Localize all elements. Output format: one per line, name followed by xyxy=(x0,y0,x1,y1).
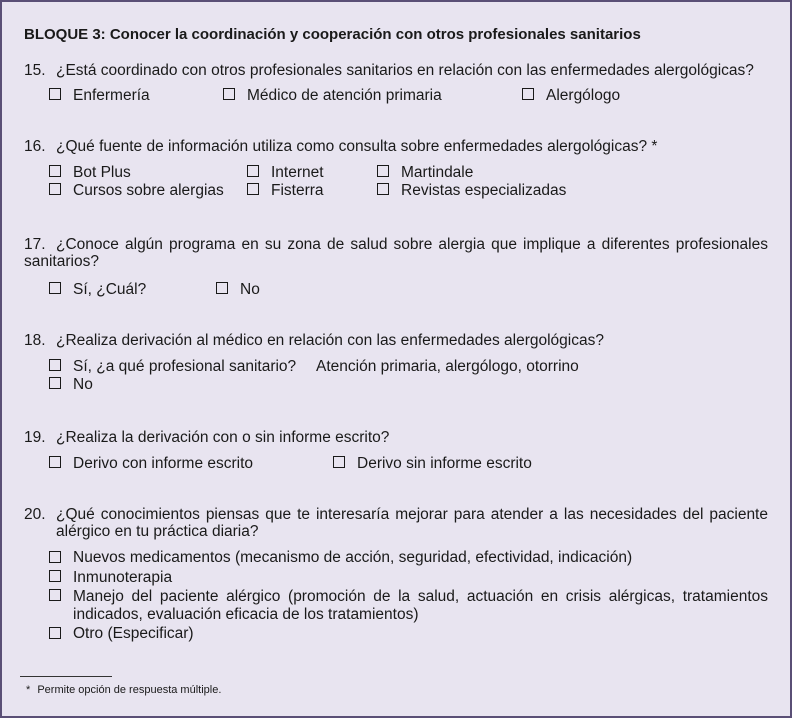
q15-option-2-checkbox[interactable] xyxy=(223,88,235,100)
q19-option-2-label: Derivo sin informe escrito xyxy=(357,455,532,472)
q16-option-3-label: Martindale xyxy=(401,164,474,181)
q17-option-1-label: Sí, ¿Cuál? xyxy=(73,281,147,298)
q17-text-line2: sanitarios? xyxy=(24,253,99,270)
q19-text: ¿Realiza la derivación con o sin informe escrito? xyxy=(56,429,390,446)
q20-option-1-label: Nuevos medicamentos (mecanismo de acción, seguridad, efectividad, indicación) xyxy=(73,549,633,566)
q19-number: 19. xyxy=(24,429,46,446)
q15-option-2-label: Médico de atención primaria xyxy=(247,87,442,104)
q16-text: ¿Qué fuente de información utiliza como consulta sobre enfermedades alergológicas? * xyxy=(56,138,658,155)
q16-option-5-label: Fisterra xyxy=(271,182,324,199)
q20-option-3-label-line2: indicados, evaluación eficacia de los tratamientos) xyxy=(73,606,419,623)
q16-option-4-checkbox[interactable] xyxy=(49,183,61,195)
q18-option-1-label: Sí, ¿a qué profesional sanitario? xyxy=(73,358,297,375)
q15-option-1-label: Enfermería xyxy=(73,87,150,104)
q15-option-1-checkbox[interactable] xyxy=(49,88,61,100)
q19-option-1-label: Derivo con informe escrito xyxy=(73,455,254,472)
q20-number: 20. xyxy=(24,506,46,523)
q18-option-1-checkbox[interactable] xyxy=(49,359,61,371)
q16-option-4-label: Cursos sobre alergias xyxy=(73,182,224,199)
block-title: BLOQUE 3: Conocer la coordinación y cooperación con otros profesionales sanitarios xyxy=(24,26,641,43)
q16-option-5-checkbox[interactable] xyxy=(247,183,259,195)
q18-answer-text: Atención primaria, alergólogo, otorrino xyxy=(316,358,579,375)
footnote-marker: * xyxy=(26,684,31,696)
q20-text-line1: ¿Qué conocimientos piensas que te interesaría mejorar para atender a las necesidades del paciente xyxy=(56,506,768,523)
q18-option-2-checkbox[interactable] xyxy=(49,377,61,389)
q19-option-2-checkbox[interactable] xyxy=(333,456,345,468)
q16-option-6-checkbox[interactable] xyxy=(377,183,389,195)
q16-option-3-checkbox[interactable] xyxy=(377,165,389,177)
q16-number: 16. xyxy=(24,138,46,155)
q17-option-2-checkbox[interactable] xyxy=(216,282,228,294)
q16-option-2-checkbox[interactable] xyxy=(247,165,259,177)
q17-option-1-checkbox[interactable] xyxy=(49,282,61,294)
q15-text: ¿Está coordinado con otros profesionales sanitarios en relación con las enfermedades alergológicas? xyxy=(56,62,754,79)
q17-number: 17. xyxy=(24,236,46,253)
footnote-text: Permite opción de respuesta múltiple. xyxy=(37,684,222,696)
footnote xyxy=(26,684,221,697)
q17-option-2-label: No xyxy=(240,281,260,298)
q18-text: ¿Realiza derivación al médico en relación con las enfermedades alergológicas? xyxy=(56,332,604,349)
q20-option-3-checkbox[interactable] xyxy=(49,589,61,601)
q18-number: 18. xyxy=(24,332,46,349)
q20-option-3-label: Manejo del paciente alérgico (promoción de la salud, actuación en crisis alérgicas, tratamientos xyxy=(73,588,768,605)
q15-option-3-label: Alergólogo xyxy=(546,87,621,104)
q16-option-2-label: Internet xyxy=(271,164,324,181)
q16-option-1-label: Bot Plus xyxy=(73,164,131,181)
footnote-divider xyxy=(20,676,112,677)
q20-text-line2: alérgico en tu práctica diaria? xyxy=(56,523,259,540)
q16-option-6-label: Revistas especializadas xyxy=(401,182,567,199)
q18-option-2-label: No xyxy=(73,376,93,393)
q20-option-1-checkbox[interactable] xyxy=(49,551,61,563)
q15-option-3-checkbox[interactable] xyxy=(522,88,534,100)
q16-option-1-checkbox[interactable] xyxy=(49,165,61,177)
q15-number: 15. xyxy=(24,62,46,79)
q17-text-line1: ¿Conoce algún programa en su zona de salud sobre alergia que implique a diferentes profesionales xyxy=(56,236,768,253)
q20-option-4-label: Otro (Especificar) xyxy=(73,625,194,642)
q19-option-1-checkbox[interactable] xyxy=(49,456,61,468)
q20-option-2-checkbox[interactable] xyxy=(49,570,61,582)
q20-option-2-label: Inmunoterapia xyxy=(73,569,173,586)
q20-option-4-checkbox[interactable] xyxy=(49,627,61,639)
